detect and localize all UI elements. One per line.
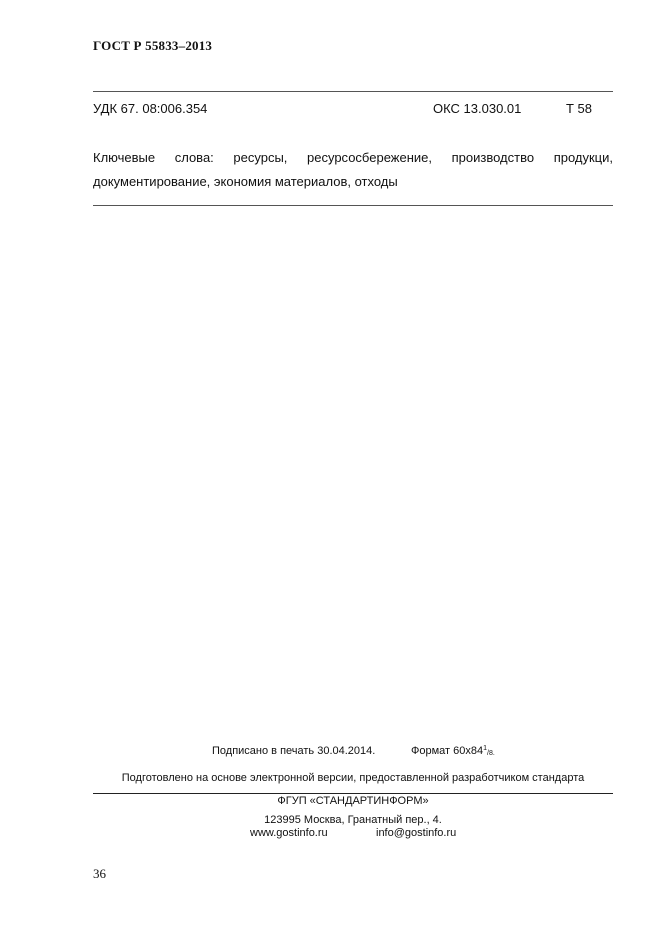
publisher-email: info@gostinfo.ru xyxy=(376,827,457,839)
keywords-block xyxy=(93,146,613,194)
format-subscript: /8. xyxy=(487,750,495,757)
imprint-divider xyxy=(93,793,613,794)
keyword-word: ресурсосбережение, xyxy=(307,150,432,165)
oks-code: ОКС 13.030.01 xyxy=(433,101,522,116)
keyword-word: продукци, xyxy=(553,150,613,165)
publisher-website: www.gostinfo.ru xyxy=(250,827,328,839)
keywords-line-1 xyxy=(93,146,613,170)
paper-format xyxy=(411,745,495,757)
keyword-word: производство xyxy=(451,150,535,165)
top-divider xyxy=(93,91,613,92)
page-number: 36 xyxy=(93,866,106,881)
keyword-word: Ключевые xyxy=(93,150,156,165)
format-prefix: Формат 60x84 xyxy=(411,745,484,757)
keywords-divider xyxy=(93,205,613,206)
keyword-word: ресурсы, xyxy=(233,150,288,165)
keywords-line-2: документирование, экономия материалов, отходы xyxy=(93,174,398,189)
publisher-name: ФГУП «СТАНДАРТИНФОРМ» xyxy=(277,795,429,807)
format-superscript: 1 xyxy=(483,745,488,752)
udk-code: УДК 67. 08:006.354 xyxy=(93,101,208,116)
publisher-address: 123995 Москва, Гранатный пер., 4. xyxy=(264,814,442,826)
prepared-note: Подготовлено на основе электронной версии, предоставленной разработчиком стандарта xyxy=(121,772,585,784)
signed-date: Подписано в печать 30.04.2014. xyxy=(212,745,376,757)
keyword-word: слова: xyxy=(174,150,214,165)
group-code: Т 58 xyxy=(566,101,593,116)
document-header-title: ГОСТ Р 55833–2013 xyxy=(93,38,213,53)
